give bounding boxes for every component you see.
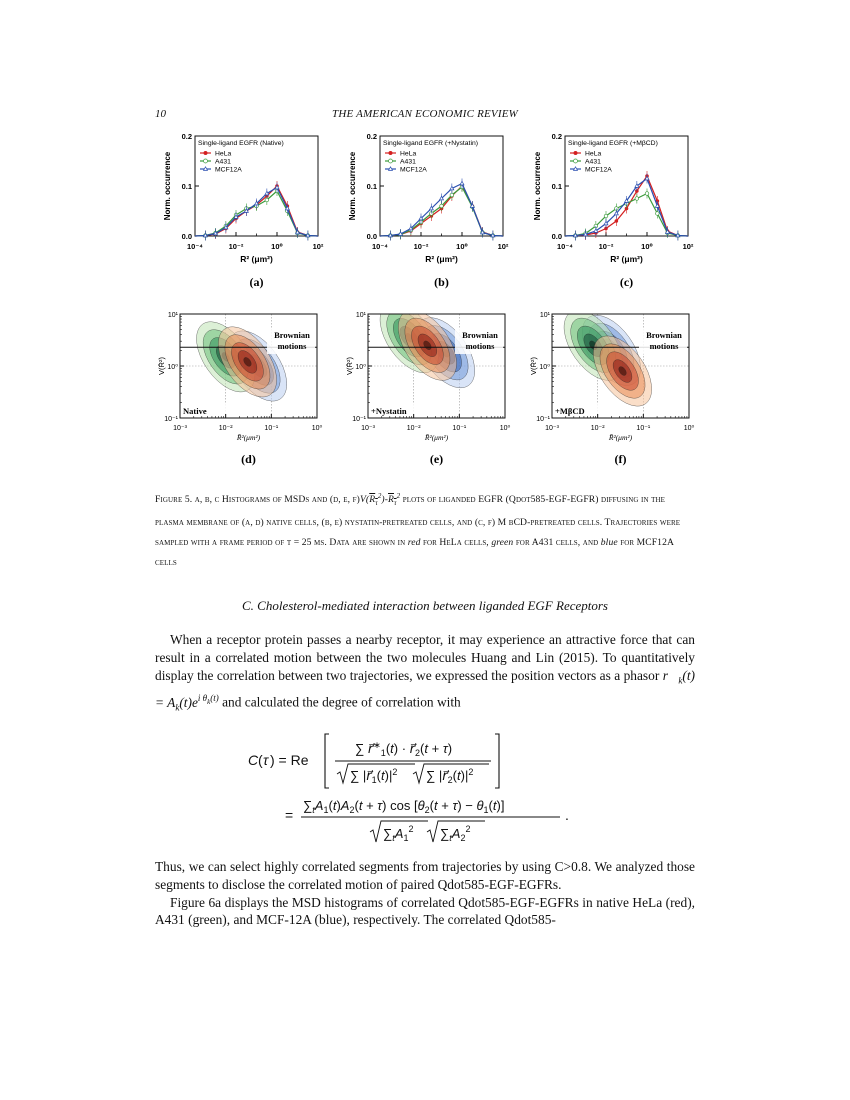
x-axis-label: R̄²(μm²) [608, 433, 633, 442]
legend-label: A431 [215, 158, 231, 166]
y-tick-label: 10⁻¹ [164, 416, 178, 423]
section-title: C. Cholesterol-mediated interaction between liganded EGF Receptors [242, 598, 608, 613]
y-tick-label: 10⁻¹ [536, 416, 550, 423]
y-axis-label: Norm. occurrence [348, 151, 357, 221]
caption-end: for MCF12A cells [155, 537, 674, 569]
x-tick-label: 10⁻² [218, 425, 233, 432]
data-point [450, 186, 454, 190]
legend-label: A431 [585, 158, 601, 166]
y-axis-label: V(R̄²) [529, 357, 538, 375]
y-tick-label: 10¹ [167, 312, 178, 319]
x-tick-label: 10⁻³ [545, 425, 559, 432]
x-tick-label: 10⁰ [499, 425, 511, 432]
x-axis-label: R̄²(μm²) [236, 433, 261, 442]
x-tick-label: 10⁰ [456, 242, 468, 251]
x-tick-label: 10⁻⁴ [371, 242, 389, 251]
series-line-a431 [195, 191, 318, 236]
y-tick-label: 0.1 [181, 182, 192, 191]
svg-text:Brownian: Brownian [462, 330, 498, 340]
data-point [265, 191, 269, 195]
caption-blue: blue [600, 537, 618, 549]
legend-label: MCF12A [215, 166, 242, 174]
x-axis-label: R² (μm²) [240, 254, 273, 264]
caption-text-2: plots of liganded EGFR (Qdot585-EGF-EGFR) diffusing in the plasma membrane of (a, d) native cells, (b, e) nystatin-pretreated cells, and (c, f) M βCD-pretreated cells. Trajectories were sampled with a frame period of τ = 25 ms. Data are shown in [155, 494, 681, 549]
density-panels [157, 292, 694, 466]
x-tick-label: 10² [497, 242, 509, 251]
caption-mid-2: for A431 cells, and [515, 537, 599, 549]
legend-marker [574, 159, 578, 163]
svg-text:∑tA12: $\sum_tA_1^2$ [383, 824, 414, 843]
caption-label: Figure 5. [155, 494, 193, 506]
data-point [460, 181, 464, 185]
density-panel-e [345, 292, 510, 466]
data-point [203, 233, 207, 237]
data-point [306, 233, 310, 237]
svg-text:=: = [285, 807, 294, 823]
svg-text:C: C [248, 752, 259, 768]
x-tick-label: 10² [682, 242, 694, 251]
svg-text:motions: motions [277, 341, 307, 351]
y-tick-label: 0.0 [366, 232, 377, 241]
svg-text:Brownian: Brownian [274, 330, 310, 340]
svg-text:Native: Native [183, 406, 207, 416]
x-tick-label: 10⁰ [683, 425, 695, 432]
x-tick-label: 10⁻² [228, 242, 244, 251]
caption-text-1: a, b, c Histograms of MSDs and (d, e, f) [194, 494, 360, 506]
paragraph-1-text-a: When a receptor protein passes a nearby receptor, it may experience an attractive force that can result in a correlated motion between the two molecules Huang and Lin (2015). To quantitatively display the correlation between two trajectories, we expressed the position vectors as a phasor [155, 632, 695, 683]
paragraph-1 [155, 631, 695, 717]
y-tick-label: 0.2 [181, 132, 192, 141]
data-point [491, 233, 495, 237]
correlation-equation [245, 728, 625, 848]
legend-label: MCF12A [585, 166, 612, 174]
y-tick-label: 10⁻¹ [352, 416, 366, 423]
legend-marker [204, 167, 208, 171]
panel-title: Single-ligand EGFR (+Nystatin) [383, 140, 479, 147]
x-axis-label: R̄²(μm²) [424, 433, 449, 442]
x-tick-label: 10² [312, 242, 324, 251]
phasor-formula: $r⃗_k(t) = A_k(t)e^{i \theta_k(t)}$ [155, 667, 695, 713]
y-axis-label: Norm. occurrence [533, 151, 542, 221]
data-point [399, 232, 403, 236]
running-header [155, 108, 695, 124]
y-tick-label: 0.0 [551, 232, 562, 241]
panel-label: (b) [434, 275, 449, 289]
svg-text:.: . [565, 807, 569, 823]
x-tick-label: 10⁻¹ [452, 425, 467, 432]
condition-tag [181, 404, 227, 416]
svg-text:∑tA22: $\sum_tA_2^2$ [440, 824, 471, 843]
y-tick-label: 10⁰ [355, 364, 366, 371]
panel-title: Single-ligand EGFR (+MβCD) [568, 140, 658, 147]
paragraph-2-s2: Figure 6a displays the MSD histograms of correlated Qdot585-EGF-EGFRs in native HeLa (red), A431 (green), and MCF-12A (blue), respectively. The correlated Qdot585- [155, 894, 695, 928]
legend-label: HeLa [400, 150, 417, 158]
x-tick-label: 10⁰ [311, 425, 323, 432]
page-number: 10 [155, 108, 166, 120]
histogram-panel-c [533, 132, 694, 289]
legend-label: MCF12A [400, 166, 427, 174]
paragraph-1-text-b: and calculated the degree of correlation with [222, 694, 461, 710]
svg-text:∑tA1(t)A2(t + τ) cos [θ2(t + τ: $\sum_tA_1(t)A_2(t + \tau)$ $\cos [\theta_2(t + \tau) - \theta_1(t)]$ [303, 798, 505, 815]
panel-label: (e) [429, 452, 444, 466]
svg-text:+MβCD: +MβCD [555, 406, 585, 416]
plot-frame [195, 136, 318, 236]
y-tick-label: 10¹ [355, 312, 366, 319]
svg-text:τ: τ [263, 752, 269, 768]
running-title: THE AMERICAN ECONOMIC REVIEW [332, 108, 518, 120]
legend-label: HeLa [585, 150, 602, 158]
x-tick-label: 10⁻² [598, 242, 614, 251]
data-point [573, 233, 577, 237]
y-tick-label: 0.0 [181, 232, 192, 241]
panel-label: (d) [241, 452, 256, 466]
data-point [604, 214, 608, 218]
x-axis-label: R² (μm²) [425, 254, 458, 264]
data-point [635, 197, 639, 201]
y-tick-label: 0.1 [551, 182, 562, 191]
figure-caption [155, 486, 695, 573]
caption-mid-1: for HeLa cells, [422, 537, 489, 549]
brownian-label [267, 328, 315, 354]
figure-5 [140, 128, 710, 478]
y-tick-label: 0.2 [551, 132, 562, 141]
svg-text:+Nystatin: +Nystatin [371, 406, 407, 416]
y-tick-label: 10⁰ [539, 364, 550, 371]
data-point [388, 233, 392, 237]
panel-label: (f) [614, 452, 627, 466]
paragraph-2 [155, 858, 695, 929]
x-tick-label: 10⁻³ [173, 425, 187, 432]
x-tick-label: 10⁻² [406, 425, 421, 432]
histogram-panel-b [348, 132, 509, 289]
x-tick-label: 10⁻² [413, 242, 429, 251]
density-panel-d [157, 311, 322, 466]
legend-marker [204, 151, 208, 155]
x-tick-label: 10⁻⁴ [186, 242, 204, 251]
histogram-panels [163, 132, 694, 289]
svg-text:(: ( [258, 752, 263, 768]
legend-marker [389, 151, 393, 155]
y-axis-label: V(R̄²) [345, 357, 354, 375]
data-point [676, 233, 680, 237]
plot-frame [380, 136, 503, 236]
legend-label: HeLa [215, 150, 232, 158]
paragraph-2-s1: Thus, we can select highly correlated segments from trajectories by using C>0.8. We analyzed those segments to disclose the correlated motion of paired Qdot585-EGF-EGFRs. [155, 859, 695, 892]
x-tick-label: 10⁻¹ [264, 425, 279, 432]
svg-text:∑ |r⃗1(t)|2: ∑ $|r⃗_1(t)|^2$ [350, 767, 398, 785]
y-axis-label: Norm. occurrence [163, 151, 172, 221]
data-point [450, 193, 454, 197]
legend-marker [204, 159, 208, 163]
data-point [265, 198, 269, 202]
legend-marker [574, 151, 578, 155]
x-tick-label: 10⁻² [590, 425, 605, 432]
legend-label: A431 [400, 158, 416, 166]
density-panel-f [529, 300, 694, 466]
caption-math: $V(R_\tau^2)-R_\tau^2$ [359, 492, 401, 508]
data-point [645, 192, 649, 196]
svg-text:motions: motions [465, 341, 495, 351]
caption-red: red [407, 537, 421, 549]
data-point [481, 230, 485, 234]
x-tick-label: 10⁻³ [361, 425, 375, 432]
y-tick-label: 10¹ [539, 312, 550, 319]
y-tick-label: 0.1 [366, 182, 377, 191]
panel-label: (c) [619, 275, 634, 289]
plot-frame [565, 136, 688, 236]
caption-green: green [491, 537, 514, 549]
condition-tag [369, 404, 415, 416]
legend-marker [389, 167, 393, 171]
histogram-panel-a [163, 132, 324, 289]
svg-text:Brownian: Brownian [646, 330, 682, 340]
svg-text:∑ |r⃗2(t)|2: ∑ $|r⃗_2(t)|^2$ [426, 767, 474, 785]
x-tick-label: 10⁻⁴ [556, 242, 574, 251]
data-point [615, 219, 619, 223]
data-point [440, 204, 444, 208]
svg-text:∑ r⃗∗1(t) · r⃗2(t + τ): ∑ $r⃗^∗_1(t)$ · $r⃗_2(t + \tau)$ [355, 740, 453, 758]
panel-label: (a) [249, 275, 264, 289]
data-point [656, 212, 660, 216]
condition-tag [553, 404, 599, 416]
legend-marker [389, 159, 393, 163]
series-line-mcf12a [195, 188, 318, 237]
x-tick-label: 10⁰ [271, 242, 283, 251]
brownian-label [639, 328, 687, 354]
y-axis-label: V(R̄²) [157, 357, 166, 375]
svg-text:) = Re: ) = Re [270, 752, 309, 768]
x-tick-label: 10⁻¹ [636, 425, 651, 432]
svg-text:motions: motions [649, 341, 679, 351]
y-tick-label: 0.2 [366, 132, 377, 141]
x-tick-label: 10⁰ [641, 242, 653, 251]
brownian-label [455, 328, 503, 354]
legend-marker [574, 167, 578, 171]
y-tick-label: 10⁰ [167, 364, 178, 371]
panel-title: Single-ligand EGFR (Native) [198, 140, 284, 147]
x-axis-label: R² (μm²) [610, 254, 643, 264]
